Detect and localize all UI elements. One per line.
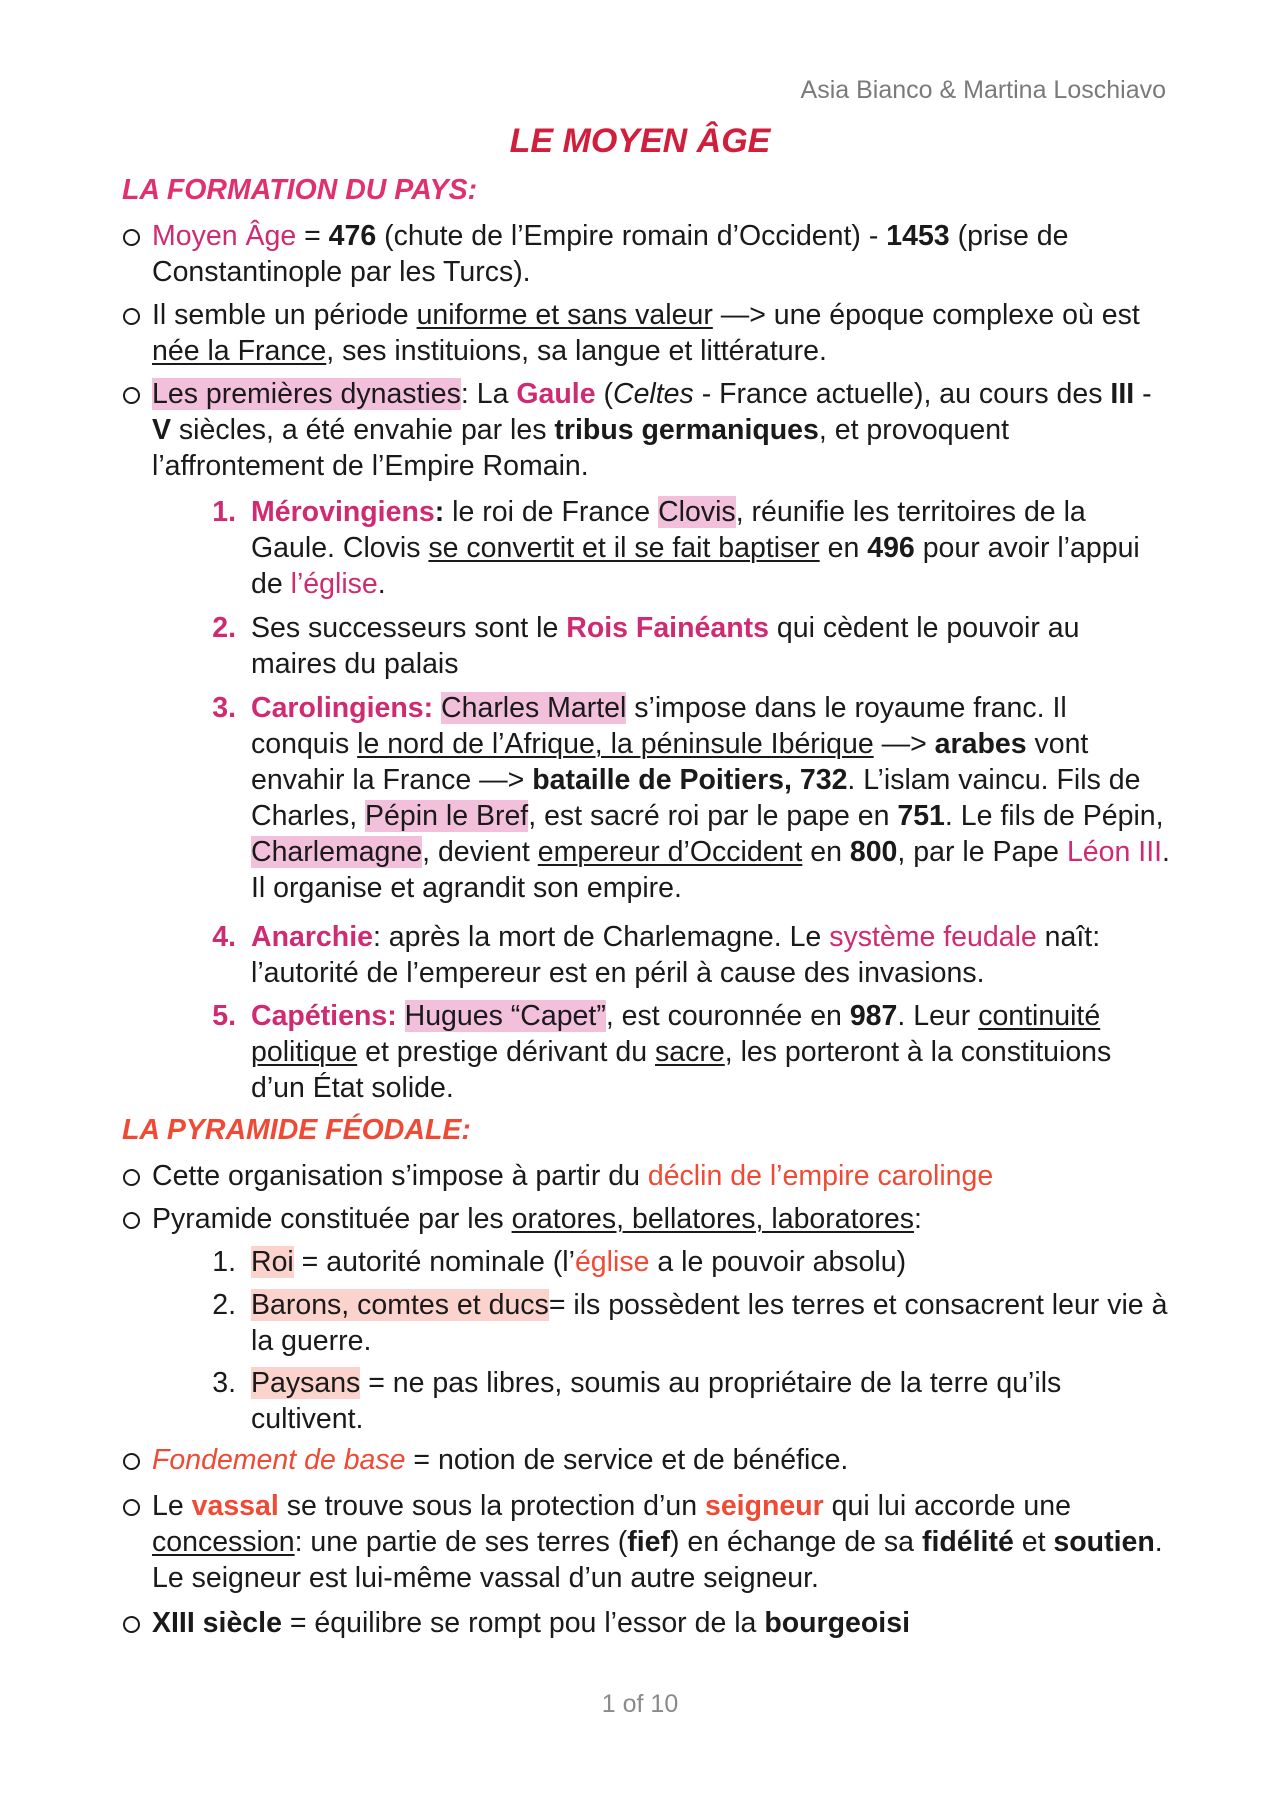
- bullet-circle-icon: [123, 1453, 140, 1470]
- bullet-vassal: Le vassal se trouve sous la protection d’un seigneur qui lui accorde une concession: une partie de ses terres (fief) en échange de sa fidélité et soutien. Le seigneur est lui-même vassal d’un autre seigneur.: [122, 1488, 1167, 1596]
- list-item-paysans: 3. Paysans = ne pas libres, soumis au propriétaire de la terre qu’ils cultivent.: [212, 1367, 1062, 1435]
- list-item-roi: 1. Roi = autorité nominale (l’église a le pouvoir absolu): [212, 1246, 907, 1278]
- list-item-capetiens: 5. Capétiens: Hugues “Capet”, est couronnée en 987. Leur continuité politique et prestige dérivant du sacre, les porteront à la constituions d’un État solide.: [212, 1000, 1112, 1104]
- list-item-carolingiens: 3. Carolingiens: Charles Martel s’impose dans le royaume franc. Il conquis le nord de l’Afrique, la péninsule Ibérique —> arabes vont envahir la France —> bataille de Poitiers, 732. L’islam vaincu. Fils de Charles, Pépin le Bref, est sacré roi par le pape en 751. Le fils de Pépin, Charlemagne, devient empereur d’Occident en 800, par le Pape Léon III. Il organise et agrandit son empire.: [212, 692, 1170, 904]
- author-line: Asia Bianco & Martina Loschiavo: [800, 76, 1166, 104]
- bullet-circle-icon: [123, 308, 140, 325]
- bullet-dynasties: Les premières dynasties: La Gaule (Celtes - France actuelle), au cours des III - V siècles, a été envahie par les tribus germaniques, et provoquent l’affrontement de l’Empire Romain.: [122, 376, 1167, 484]
- list-item-barons: 2. Barons, comtes et ducs= ils possèdent les terres et consacrent leur vie à la guerre.: [212, 1289, 1168, 1357]
- bullet-circle-icon: [123, 229, 140, 246]
- page-number: 1 of 10: [601, 1690, 679, 1718]
- list-item-merovingiens: 1. Mérovingiens: le roi de France Clovis, réunifie les territoires de la Gaule. Clovis se convertit et il se fait baptiser en 496 pour avoir l’appui de l’église.: [212, 496, 1140, 600]
- list-item-rois-faineants: 2. Ses successeurs sont le Rois Fainéants qui cèdent le pouvoir au maires du palais: [212, 612, 1080, 680]
- bullet-periode: Il semble un période uniforme et sans valeur —> une époque complexe où est née la France, ses instituions, sa langue et littérature.: [122, 297, 1167, 369]
- bullet-circle-icon: [123, 1212, 140, 1229]
- bullet-fondement: Fondement de base = notion de service et de bénéfice.: [122, 1442, 1167, 1478]
- bullet-circle-icon: [123, 1169, 140, 1186]
- bullet-moyen-age: Moyen Âge = 476 (chute de l’Empire romain d’Occident) - 1453 (prise de Constantinople par les Turcs).: [122, 218, 1167, 290]
- bullet-circle-icon: [123, 387, 140, 404]
- bullet-xiii-siecle: XIII siècle = équilibre se rompt pou l’essor de la bourgeoisi: [122, 1605, 1167, 1641]
- list-item-anarchie: 4. Anarchie: après la mort de Charlemagne. Le système feudale naît: l’autorité de l’empereur est en péril à cause des invasions.: [212, 921, 1101, 989]
- bullet-pyramide: Pyramide constituée par les oratores, bellatores, laboratores:: [122, 1201, 1167, 1237]
- page-title: LE MOYEN ÂGE: [509, 122, 771, 160]
- section-heading-pyramide: LA PYRAMIDE FÉODALE:: [122, 1114, 471, 1146]
- bullet-organisation: Cette organisation s’impose à partir du déclin de l’empire carolinge: [122, 1158, 1167, 1194]
- section-heading-formation: LA FORMATION DU PAYS:: [122, 174, 478, 206]
- bullet-circle-icon: [123, 1499, 140, 1516]
- bullet-circle-icon: [123, 1616, 140, 1633]
